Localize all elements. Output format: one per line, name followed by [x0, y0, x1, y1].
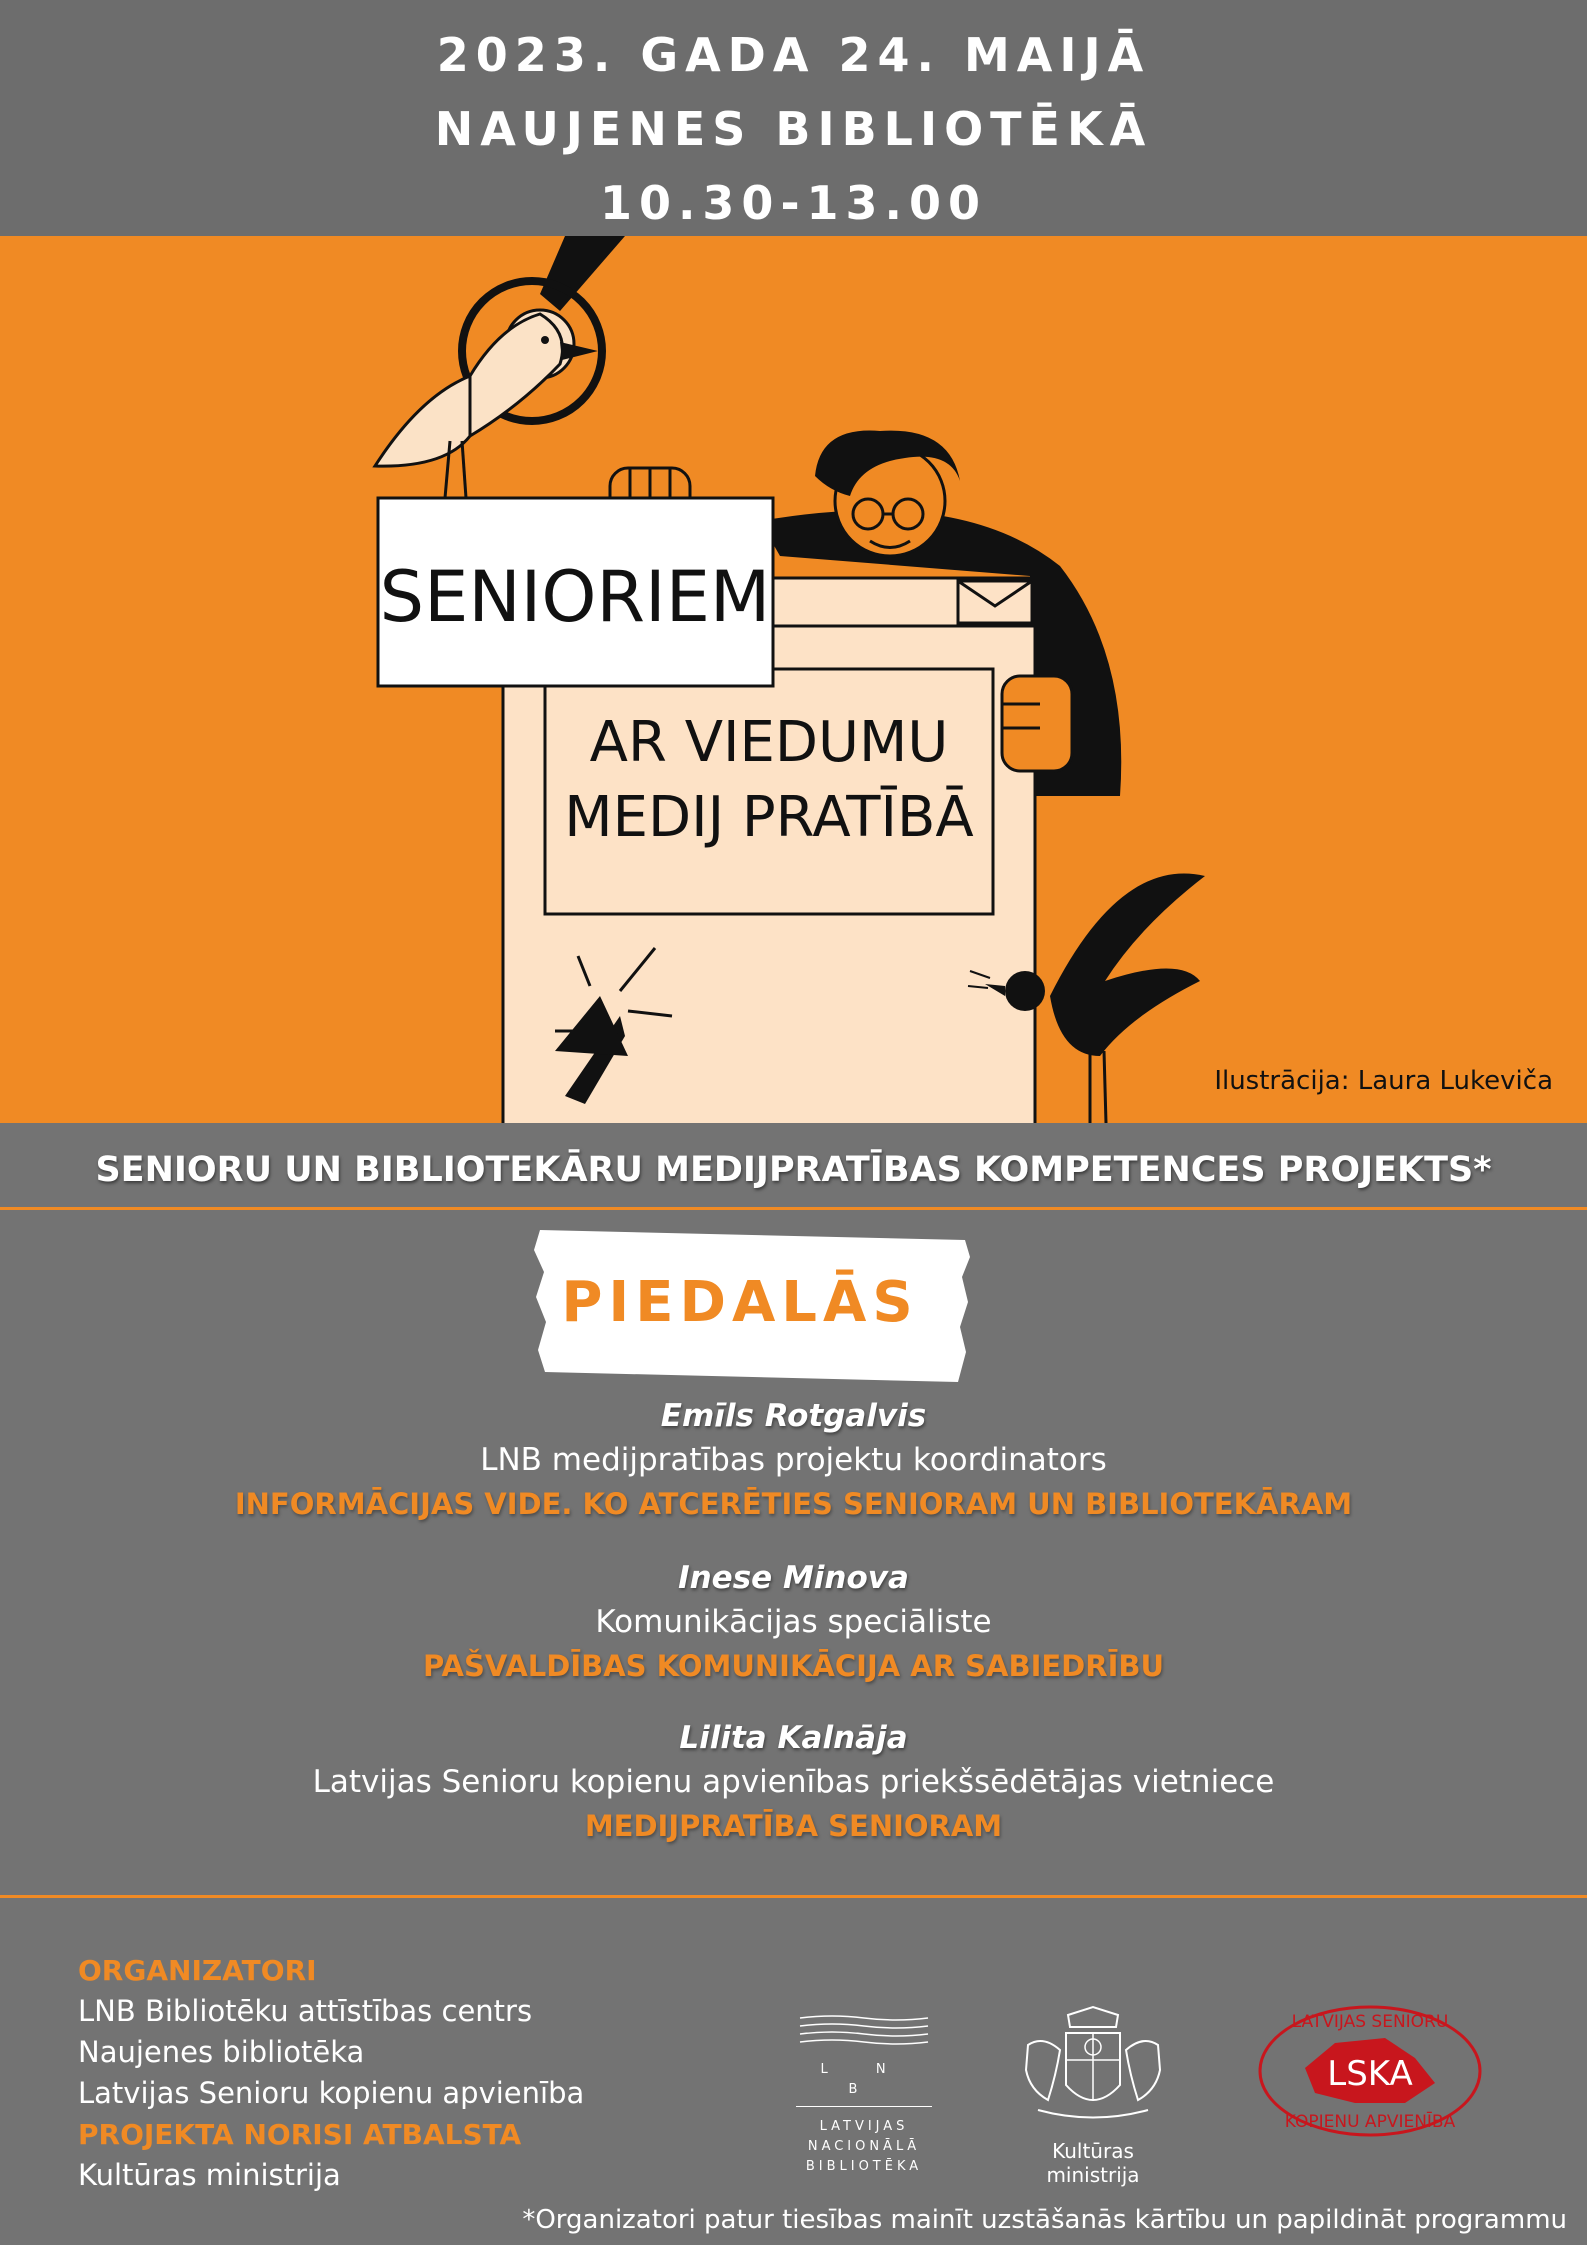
- right-hand: [1002, 676, 1072, 771]
- speaker-name: Emīls Rotgalvis: [660, 1398, 927, 1434]
- lska-center: LSKA: [1327, 2054, 1413, 2094]
- lnb-line: BIBLIOTĒKA: [805, 2159, 923, 2174]
- lnb-waves-icon: [796, 2012, 932, 2048]
- project-title: SENIORU UN BIBLIOTEKĀRU MEDIJPRATĪBAS KOMPETENCES PROJEKTS*: [95, 1150, 1492, 1190]
- coat-of-arms-icon: [1008, 2005, 1178, 2135]
- speaker-topic: INFORMĀCIJAS VIDE. KO ATCERĒTIES SENIORAM UN BIBLIOTEKĀRAM: [234, 1487, 1353, 1521]
- lnb-rule: [796, 2106, 932, 2107]
- lska-logo: [1255, 2003, 1485, 2143]
- footnote: *Organizatori patur tiesības mainīt uzstāšanās kārtību un papildināt programmu: [522, 2205, 1567, 2235]
- speaker-role: Komunikācijas speciāliste: [595, 1604, 992, 1640]
- illustration: [0, 236, 1587, 1123]
- screen-line-1: AR VIEDUMU: [589, 710, 949, 775]
- lnb-letters: L N B: [820, 2062, 908, 2097]
- screen-line-2: MEDIJ PRATĪBĀ: [564, 785, 974, 850]
- divider-top: [0, 1207, 1587, 1210]
- divider-bottom: [0, 1895, 1587, 1898]
- speaker-topic: PAŠVALDĪBAS KOMUNIKĀCIJA AR SABIEDRĪBU: [422, 1649, 1165, 1683]
- speaker-name: Inese Minova: [678, 1560, 909, 1596]
- km-label: Kultūras ministrija: [1046, 2139, 1140, 2187]
- speaker-role: LNB medijpratības projektu koordinators: [480, 1442, 1107, 1478]
- participants-label: PIEDALĀS: [561, 1270, 919, 1335]
- event-date: 2023. GADA 24. MAIJĀ: [436, 28, 1151, 82]
- cream-bird-icon: [375, 310, 598, 498]
- header-band: [0, 0, 1587, 236]
- speaker-role: Latvijas Senioru kopienu apvienības priekšsēdētājas vietniece: [312, 1764, 1275, 1800]
- lnb-line: NACIONĀLĀ: [807, 2139, 921, 2154]
- sign-text: SENIORIEM: [379, 556, 771, 638]
- km-logo: [1008, 2005, 1178, 2187]
- speaker-topic: MEDIJPRATĪBA SENIORAM: [584, 1809, 1003, 1843]
- illustration-panel: [0, 236, 1587, 1123]
- organizer-item: Latvijas Senioru kopienu apvienība: [78, 2076, 585, 2110]
- lnb-logo: [796, 2012, 932, 2177]
- speaker-name: Lilita Kalnāja: [679, 1720, 908, 1756]
- organizers-block: [78, 1950, 584, 2196]
- organizer-item: LNB Bibliotēku attīstības centrs: [78, 1994, 533, 2028]
- supporter-item: Kultūras ministrija: [78, 2158, 341, 2192]
- event-venue: NAUJENES BIBLIOTĒKĀ: [434, 102, 1153, 156]
- organizer-item: Naujenes bibliotēka: [78, 2035, 365, 2069]
- lnb-line: LATVIJAS: [819, 2119, 909, 2134]
- organizers-heading: ORGANIZATORI: [78, 1954, 317, 1987]
- lska-top: LATVIJAS SENIORU: [1291, 2012, 1449, 2032]
- support-heading: PROJEKTA NORISI ATBALSTA: [78, 2118, 522, 2151]
- illustration-credit: Ilustrācija: Laura Lukeviča: [1214, 1066, 1553, 1096]
- event-time: 10.30-13.00: [599, 176, 988, 230]
- lska-bottom: KOPIENU APVIENĪBA: [1284, 2112, 1456, 2132]
- lska-emblem-icon: [1255, 2003, 1485, 2143]
